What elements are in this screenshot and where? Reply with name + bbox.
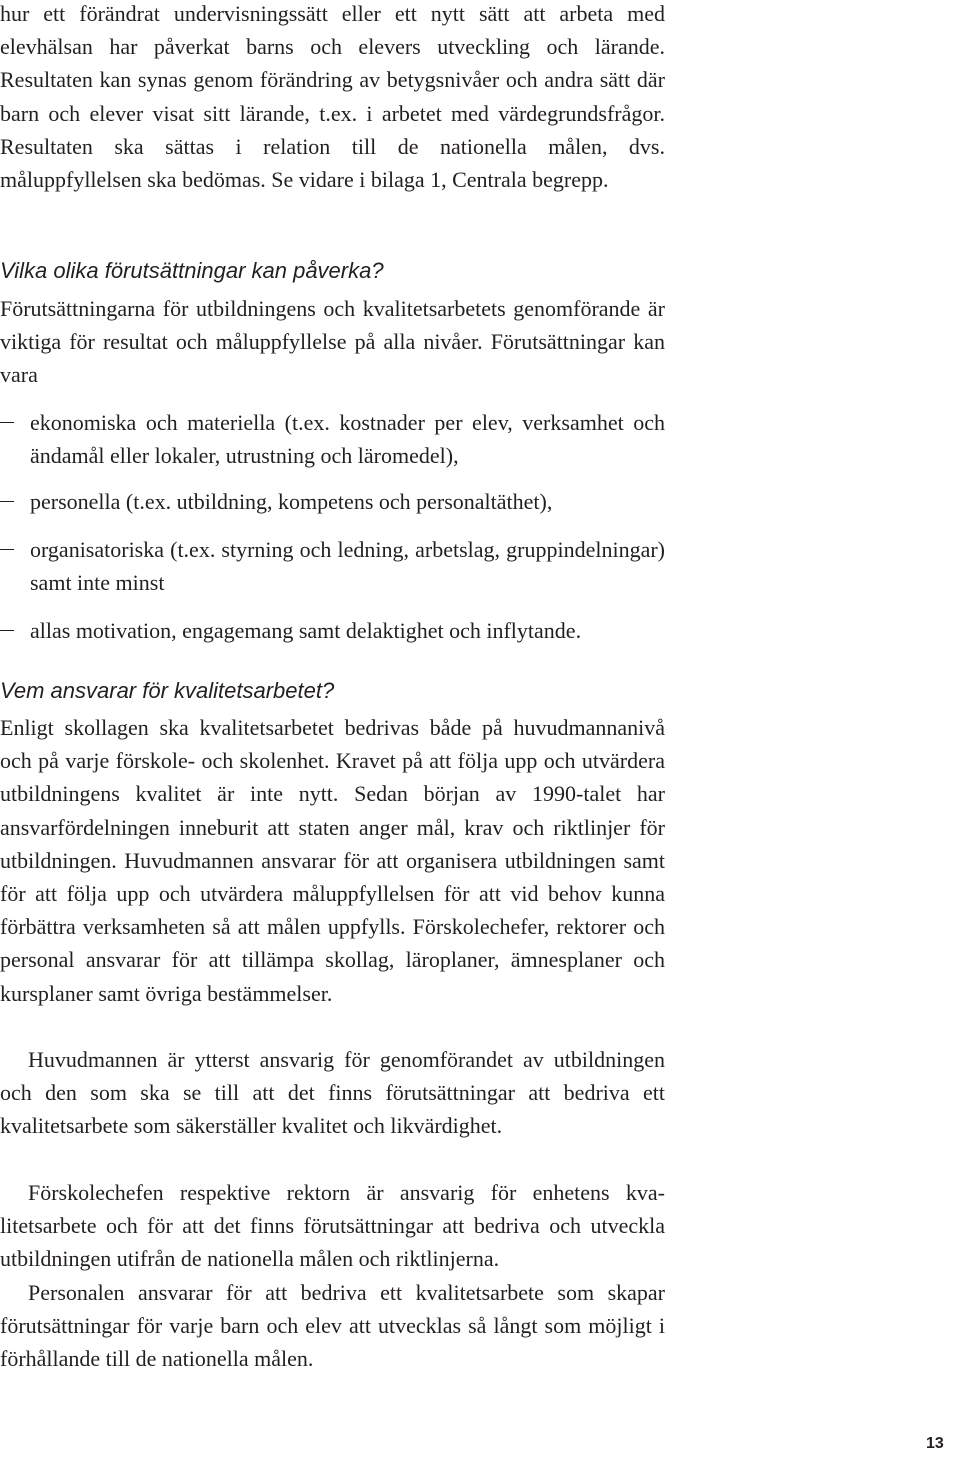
bullet-text: organisatoriska (t.ex. styrning och ledning, arbetslag, gruppindelningar) samt inte minst bbox=[30, 537, 665, 596]
bullet-item bbox=[0, 406, 665, 472]
dash-bullet-icon bbox=[0, 549, 14, 550]
dash-bullet-icon bbox=[0, 501, 14, 502]
conditions-paragraph: Förutsättningarna för utbildningens och kvalitetsarbetets genomförande är viktiga för resultat och måluppfyllelse på alla nivåer. Förutsättningar kan vara bbox=[0, 296, 665, 388]
responsibility-paragraph-2: Huvudmannen är ytterst ansvarig för genomförandet av utbildningen och den som ska se till att det finns förutsättningar att bedriva ett kvalitetsarbete som säkerställer kvalitet och likvärdighet. bbox=[0, 1047, 665, 1139]
page-number: 13 bbox=[926, 1435, 944, 1452]
responsibility-paragraph-1: Enligt skollagen ska kvalitetsarbetet bedrivas både på huvudmannanivå och på varje förskole- och skolenhet. Kravet på att följa upp och utvärdera utbildningens kvalitet är inte nytt. Sedan början av 1990-talet har ansvarfördelningen inneburit att staten anger mål, krav och riktlinjer för utbildningen. Huvudmannen ansvarar för att organisera utbildningen samt för att följa upp och utvärdera måluppfyllelsen för att vid behov kunna förbättra verksamheten så att målen uppfylls. Förskolechefer, rektorer och personal ansvarar för att tillämpa skollag, läroplaner, ämnesplaner och kursplaner samt övriga bestämmelser. bbox=[0, 715, 665, 1006]
bullet-item bbox=[0, 614, 665, 647]
dash-bullet-icon bbox=[0, 630, 14, 631]
bullet-text: allas motivation, engagemang samt delaktighet och inflytande. bbox=[30, 618, 582, 643]
section-heading-responsibility: Vem ansvarar för kvalitetsarbetet? bbox=[0, 678, 335, 703]
bullet-text: ekonomiska och materiella (t.ex. kostnader per elev, verksamhet och ändamål eller lokaler, utrustning och läromedel), bbox=[30, 410, 665, 469]
section-heading-conditions: Vilka olika förutsättningar kan påverka? bbox=[0, 258, 384, 283]
bullet-item bbox=[0, 485, 665, 518]
responsibility-paragraph-4: Personalen ansvarar för att bedriva ett kvalitetsarbete som skapar förutsättningar för varje barn och elev att utvecklas så långt som möjligt i förhållande till de nationella målen. bbox=[0, 1280, 665, 1372]
dash-bullet-icon bbox=[0, 422, 14, 423]
intro-paragraph: hur ett förändrat undervisningssätt eller ett nytt sätt att arbeta med elevhälsan har påverkat barns och elevers utveckling och lärande. Resultaten kan synas genom förändring av betygsnivåer och andra sätt där barn och elever visat sitt lärande, t.ex. i arbetet med värdegrundsfrågor. Resultaten ska sättas i relation till de nationella målen, dvs. måluppfyllelsen ska bedömas. Se vidare i bilaga 1, Centrala begrepp. bbox=[0, 1, 665, 193]
responsibility-paragraph-3: Förskolechefen respektive rektorn är ansvarig för enhetens kvalitetsarbete och för att det finns förutsättningar att bedriva och utveckla utbildningen utifrån de nationella målen och riktlinjerna. bbox=[0, 1180, 665, 1272]
bullet-text: personella (t.ex. utbildning, kompetens och personaltäthet), bbox=[30, 489, 553, 514]
bullet-item bbox=[0, 533, 665, 599]
